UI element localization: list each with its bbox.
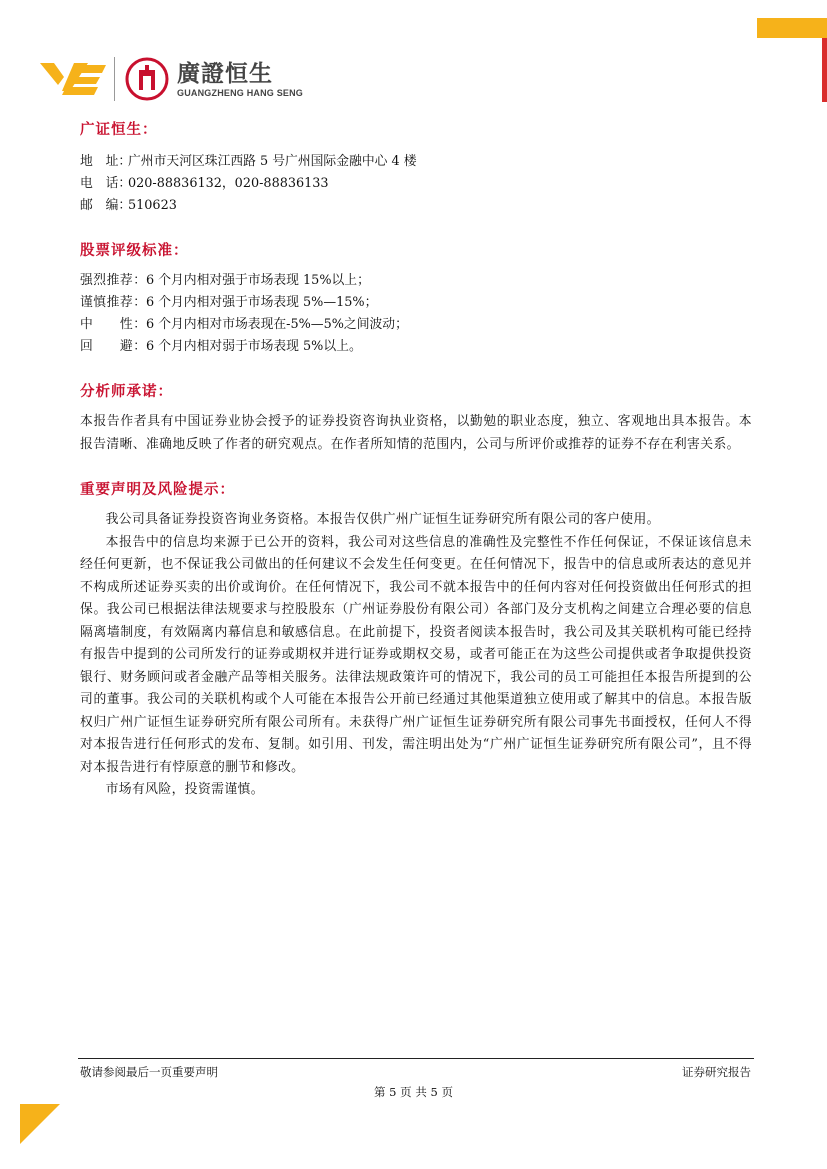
- rating-text: 6 个月内相对弱于市场表现 5%以上。: [146, 339, 362, 354]
- disclaimer-paragraph: 市场有风险，投资需谨慎。: [105, 782, 264, 797]
- corner-accent-red: [822, 38, 827, 102]
- company-heading: 广证恒生：: [80, 122, 158, 138]
- logo-name-en: GUANGZHENG HANG SENG: [177, 88, 304, 98]
- postcode-label: 邮 编：: [80, 198, 132, 213]
- document-body: [80, 112, 752, 802]
- corner-accent-yellow: [757, 18, 827, 38]
- company-logo: [40, 54, 303, 104]
- address-label: 地 址：: [80, 154, 132, 169]
- phone-label: 电 话：: [80, 176, 132, 191]
- footer-rule: [78, 1058, 754, 1059]
- rating-heading: 股票评级标准：: [80, 243, 189, 259]
- rating-text: 6 个月内相对市场表现在-5%—5%之间波动；: [146, 317, 408, 332]
- corner-triangle-yellow: [20, 1104, 60, 1144]
- ye-logo-icon: [40, 57, 106, 101]
- address-value: 广州市天河区珠江西路 5 号广州国际金融中心 4 楼: [128, 154, 417, 169]
- rating-list: [80, 270, 752, 358]
- disclaimer-body: [80, 509, 752, 802]
- rating-item: [80, 336, 752, 358]
- rating-item: [80, 292, 752, 314]
- rating-item: [80, 314, 752, 336]
- rating-item: [80, 270, 752, 292]
- logo-text: [177, 60, 303, 98]
- phone-value: 020-88836132，020-88836133: [128, 176, 329, 191]
- postcode-line: [80, 195, 752, 217]
- disclaimer-paragraph: 我公司具备证券投资咨询业务资格。本报告仅供广州广证恒生证券研究所有限公司的客户使用。: [105, 512, 660, 527]
- rating-label: 强烈推荐：: [80, 273, 146, 288]
- analyst-statement: 本报告作者具有中国证券业协会授予的证券投资咨询执业资格，以勤勉的职业态度，独立、客观地出具本报告。本报告清晰、准确地反映了作者的研究观点。在作者所知情的范围内，公司与所评价或推荐的证券不存在利害关系。: [80, 414, 752, 452]
- rating-text: 6 个月内相对强于市场表现 5%—15%；: [146, 295, 378, 310]
- rating-label: 中 性：: [80, 317, 146, 332]
- company-contact: [80, 151, 752, 217]
- rating-label: 回 避：: [80, 339, 146, 354]
- disclaimer-heading: 重要声明及风险提示：: [80, 482, 235, 498]
- page-number: 第 5 页 共 5 页: [374, 1085, 453, 1099]
- analyst-heading: 分析师承诺：: [80, 384, 173, 400]
- seal-icon: [125, 57, 169, 101]
- postcode-value: 510623: [128, 198, 177, 213]
- address-line: [80, 151, 752, 173]
- disclaimer-paragraph: 本报告中的信息均来源于已公开的资料，我公司对这些信息的准确性及完整性不作任何保证，不保证该信息未经任何更新，也不保证我公司做出的任何建议不会发生任何变更。在任何情况下，报告中的信息或所表达的意见并不构成所述证券买卖的出价或询价。在任何情况下，我公司不就本报告中的任何内容对任何投资做出任何形式的担保。我公司已根据法律法规要求与控股股东（广州证券股份有限公司）各部门及分支机构之间建立合理必要的信息隔离墙制度，有效隔离内幕信息和敏感信息。在此前提下，投资者阅读本报告时，我公司及其关联机构可能已经持有报告中提到的公司所发行的证券或期权并进行证券或期权交易，或者可能正在为这些公司提供或者争取提供投资银行、财务顾问或者金融产品等相关服务。法律法规政策许可的情况下，我公司的员工可能担任本报告所提到的公司的董事。我公司的关联机构或个人可能在本报告公开前已经通过其他渠道独立使用或了解其中的信息。本报告版权归广州广证恒生证券研究所有限公司所有。未获得广州广证恒生证券研究所有限公司事先书面授权，任何人不得对本报告进行任何形式的发布、复制。如引用、刊发，需注明出处为“广州广证恒生证券研究所有限公司”，且不得对本报告进行有悖原意的删节和修改。: [80, 534, 752, 775]
- rating-label: 谨慎推荐：: [80, 295, 146, 310]
- logo-name-cn: 廣證恒生: [177, 61, 273, 87]
- footer-notice: 敬请参阅最后一页重要声明: [80, 1065, 218, 1079]
- rating-text: 6 个月内相对强于市场表现 15%以上；: [146, 273, 370, 288]
- logo-divider: [114, 57, 115, 101]
- phone-line: [80, 173, 752, 195]
- footer-report-type: 证券研究报告: [682, 1065, 751, 1079]
